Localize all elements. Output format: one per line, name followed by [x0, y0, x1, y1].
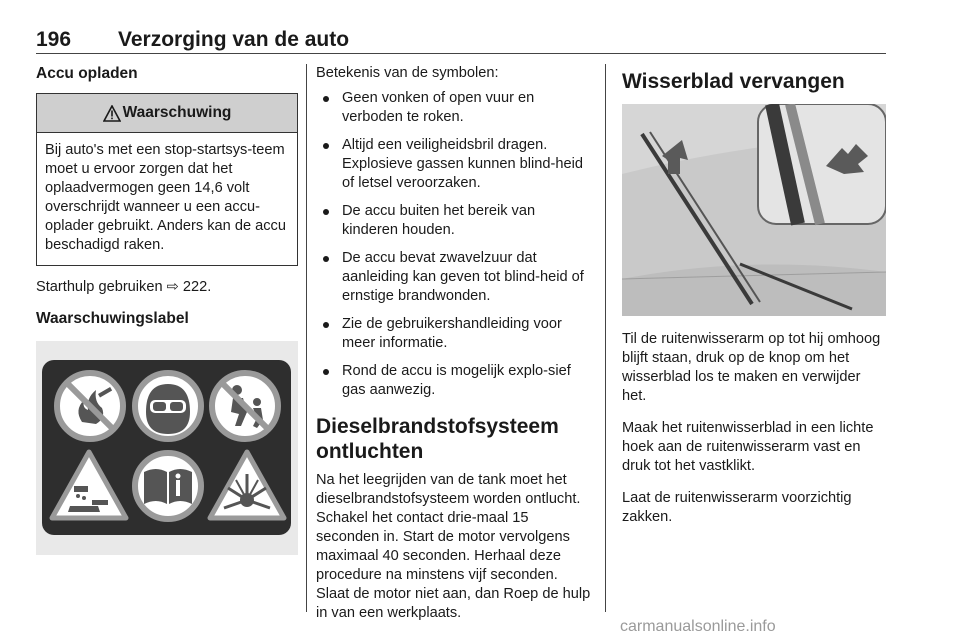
- wiper-blade-illustration: [622, 104, 886, 316]
- page-header: [36, 28, 886, 52]
- column-divider-1: [306, 64, 307, 612]
- list-item: [316, 202, 592, 240]
- bullet-icon: [323, 143, 329, 149]
- list-item-text: Zie de gebruikershandleiding voor meer informatie.: [342, 316, 562, 351]
- wiper-blade-image: [622, 104, 886, 316]
- page-number: 196: [36, 28, 72, 51]
- bullet-icon: [323, 369, 329, 375]
- section-heading-diesel: Dieselbrandstofsysteem ontluchten: [316, 415, 559, 463]
- list-item: [316, 315, 592, 353]
- jump-start-page: 222.: [182, 279, 212, 295]
- section-heading-wisserblad: Wisserblad vervangen: [622, 70, 845, 93]
- warning-label-board: [42, 360, 291, 535]
- list-item-text: De accu buiten het bereik van kinderen houden.: [342, 203, 536, 238]
- bullet-icon: [323, 96, 329, 102]
- bullet-icon: [323, 209, 329, 215]
- column-2: [316, 64, 592, 623]
- wiper-step-1: Til de ruitenwisserarm op tot hij omhoog blijft staan, druk op de knop om het wisserblad los te maken en verwijder het.: [622, 331, 881, 404]
- keep-away-children-icon: [207, 368, 283, 444]
- list-item: [316, 362, 592, 400]
- wiper-step-3: Laat de ruitenwisserarm voorzichtig zakken.: [622, 490, 852, 525]
- list-item: [316, 89, 592, 127]
- warning-label-image: [36, 341, 298, 555]
- list-item-text: Altijd een veiligheidsbril dragen. Explosieve gassen kunnen blind-heid of letsel veroorzaken.: [342, 137, 583, 191]
- list-item-text: Rond de accu is mogelijk explo-sief gas aanwezig.: [342, 363, 571, 398]
- column-divider-2: [605, 64, 606, 612]
- no-fire-icon: [52, 368, 128, 444]
- safety-goggles-icon: [130, 368, 206, 444]
- bullet-icon: [323, 322, 329, 328]
- list-item: [316, 136, 592, 193]
- section-heading-accu-opladen: Accu opladen: [36, 65, 138, 82]
- read-manual-icon: [130, 448, 206, 524]
- watermark: carmanualsonline.info: [620, 618, 776, 635]
- diesel-text: Na het leegrijden van de tank moet het dieselbrandstofsysteem worden ontlucht. Schakel het contact drie-maal 15 seconden in. Start de motor vervolgens maximaal 40 seconden. Herhaal deze procedure na minstens vijf seconden. Slaat de motor niet aan, dan Roep de hulp in van een werkplaats.: [316, 472, 591, 621]
- label-heading: Waarschuwingslabel: [36, 310, 189, 327]
- list-item-text: De accu bevat zwavelzuur dat aanleiding kan geven tot blind-heid of ernstige brandwonden.: [342, 250, 584, 304]
- explosion-hazard-icon: [206, 448, 288, 524]
- acid-hazard-icon: [48, 448, 130, 524]
- jump-start-reference: [36, 278, 298, 297]
- warning-text: Bij auto's met een stop-startsys-teem moet u ervoor zorgen dat het oplaadvermogen geen 14,6 volt overschrijdt wanneer u een accu-oplader gebruikt. Anders kan de accu beschadigd raken.: [45, 142, 286, 253]
- page-reference-arrow-icon: ⇨: [166, 279, 179, 295]
- list-item-text: Geen vonken of open vuur en verboden te roken.: [342, 90, 535, 125]
- jump-start-text: Starthulp gebruiken: [36, 279, 163, 295]
- column-3: [622, 64, 886, 527]
- symbols-intro: Betekenis van de symbolen:: [316, 65, 499, 81]
- list-item: [316, 249, 592, 306]
- warning-triangle-icon: [103, 105, 121, 122]
- bullet-icon: [323, 256, 329, 262]
- warning-title: Waarschuwing: [122, 104, 232, 121]
- wiper-step-2: Maak het ruitenwisserblad in een lichte hoek aan de ruitenwisserarm vast en druk tot het vastklikt.: [622, 420, 874, 474]
- symbols-list: [316, 89, 592, 400]
- chapter-title: Verzorging van de auto: [118, 28, 350, 51]
- warning-box: [36, 93, 298, 266]
- warning-header: [37, 94, 297, 133]
- column-1: [36, 64, 298, 555]
- header-rule: [36, 53, 886, 54]
